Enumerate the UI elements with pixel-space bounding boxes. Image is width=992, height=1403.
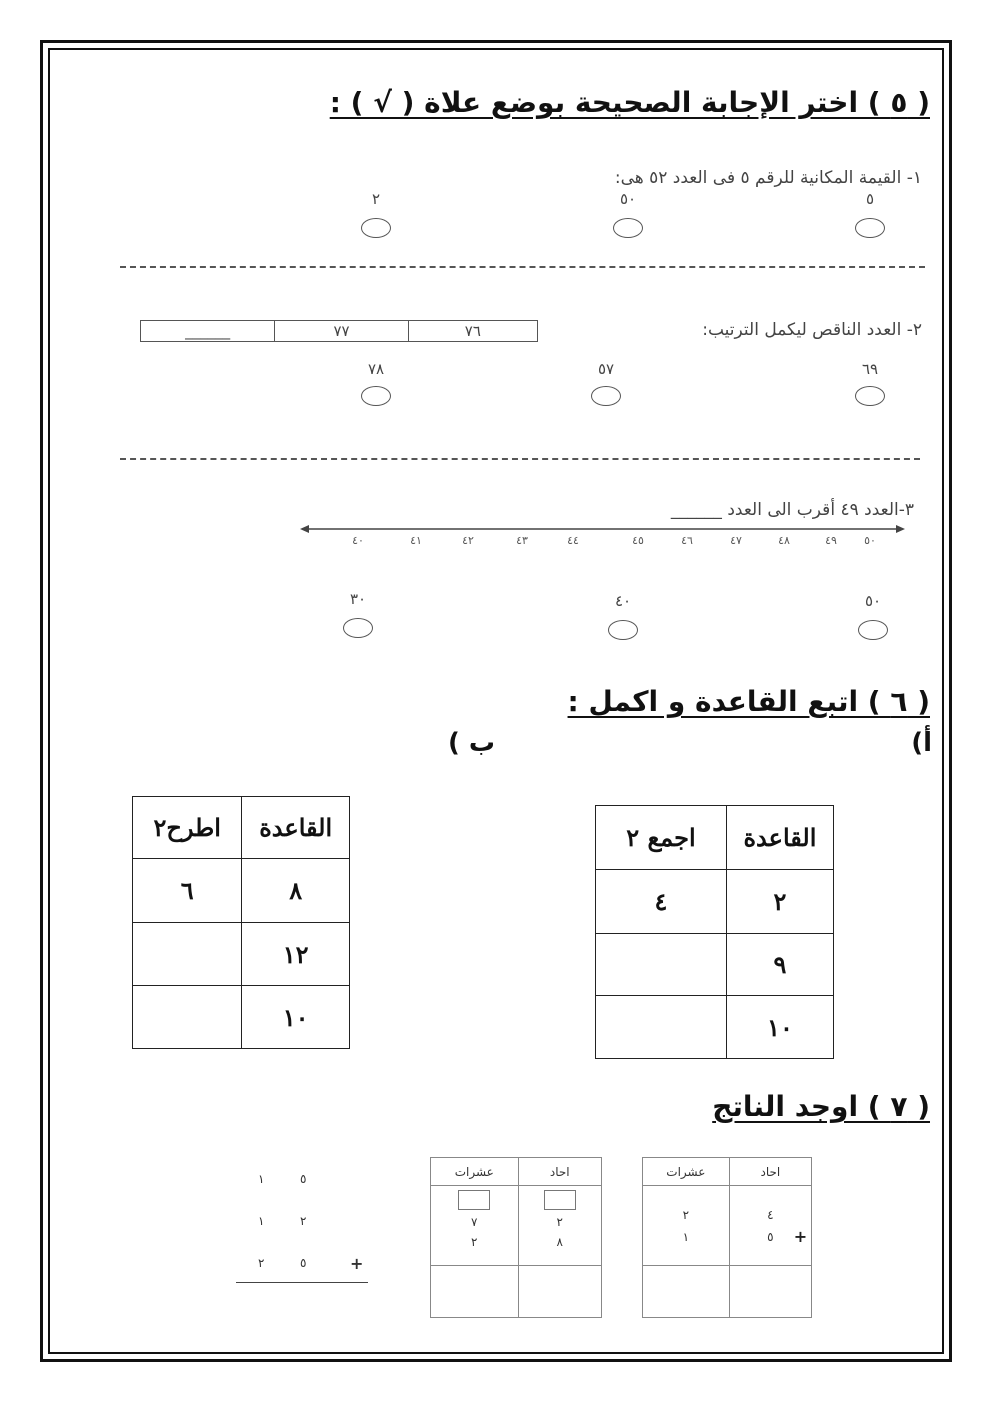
number-line [300, 522, 905, 562]
rule-input: ٨ [242, 859, 350, 923]
rule-header: القاعدة [726, 806, 833, 870]
tens-header: عشرات [431, 1158, 519, 1186]
q5-item3-option1-label: ٥٠ [864, 592, 882, 610]
separator-1 [120, 266, 925, 268]
number-line-tick: ٤٣ [516, 534, 528, 547]
rule-output: ٦ [133, 859, 242, 923]
carry-box[interactable] [544, 1190, 576, 1210]
q5-item2-option2-circle[interactable] [591, 386, 621, 406]
separator-2 [120, 458, 920, 460]
rule-input: ٢ [726, 870, 833, 934]
q5-item2-option2-label: ٥٧ [597, 360, 615, 378]
q5-heading: ( ٥ ) اختر الإجابة الصحيحة بوضع علاة ( √ ) : [329, 86, 930, 119]
number-line-tick: ٤٧ [730, 534, 742, 547]
sequence-cell: ٧٦ [408, 321, 537, 341]
tens-answer[interactable] [431, 1266, 519, 1318]
place-value-table-2 [430, 1157, 602, 1318]
q5-item1-option3-label: ٢ [371, 190, 381, 208]
plus-sign: + [350, 1254, 364, 1273]
rule-input: ١٠ [726, 996, 833, 1059]
ones-digit: ٥ [767, 1229, 774, 1244]
q5-item1-option2-label: ٥٠ [619, 190, 637, 208]
sequence-blank: ______ [185, 322, 231, 340]
rule-input: ٩ [726, 934, 833, 996]
number-line-tick: ٤٨ [778, 534, 790, 547]
rule-input: ١٢ [242, 923, 350, 986]
q5-item3-option3-label: ٣٠ [349, 590, 367, 608]
q5-item3-option2-circle[interactable] [608, 620, 638, 640]
q5-item3-option3-circle[interactable] [343, 618, 373, 638]
digit: ٥ [300, 1256, 307, 1270]
rule-output-blank[interactable] [133, 986, 242, 1049]
sum-line [236, 1282, 368, 1283]
ones-digit: ٨ [556, 1235, 563, 1249]
number-line-tick: ٤٢ [462, 534, 474, 547]
rule-header-value: اطرح٢ [133, 797, 242, 859]
ones-column [518, 1186, 601, 1266]
rule-output-blank[interactable] [596, 996, 727, 1059]
digit: ١ [258, 1172, 265, 1186]
q5-item1-option3-circle[interactable] [361, 218, 391, 238]
q5-item2-option3-circle[interactable] [361, 386, 391, 406]
ones-header: احاد [729, 1158, 811, 1186]
digit: ١ [258, 1214, 265, 1228]
place-value-table-1 [642, 1157, 812, 1318]
number-line-arrow [300, 522, 905, 536]
digit: ٢ [300, 1214, 307, 1228]
number-line-tick: ٤١ [410, 534, 422, 547]
rule-input: ١٠ [242, 986, 350, 1049]
ones-digit: ٤ [767, 1207, 774, 1222]
ones-header: احاد [518, 1158, 601, 1186]
rule-output-blank[interactable] [133, 923, 242, 986]
ones-column [729, 1186, 811, 1266]
q6-heading: ( ٦ ) اتبع القاعدة و اكمل : [567, 685, 930, 718]
q5-item1-text: ١- القيمة المكانية للرقم ٥ فى العدد ٥٢ هى: [614, 168, 922, 188]
q5-item1-option2-circle[interactable] [613, 218, 643, 238]
q7-heading: ( ٧ ) اوجد الناتج [712, 1090, 930, 1123]
number-line-tick: ٤٦ [681, 534, 693, 547]
rule-header: القاعدة [242, 797, 350, 859]
tens-digit: ١ [682, 1229, 690, 1244]
number-line-tick: ٤٤ [567, 534, 579, 547]
q5-item3-option1-circle[interactable] [858, 620, 888, 640]
plus-sign: + [793, 1227, 808, 1246]
q6-part-a-label: أ) [911, 728, 932, 758]
q5-item3-option2-label: ٤٠ [614, 592, 632, 610]
tens-header: عشرات [643, 1158, 730, 1186]
ones-answer[interactable] [729, 1266, 811, 1318]
tens-column [643, 1186, 730, 1266]
tens-column [431, 1186, 519, 1266]
digit: ٢ [258, 1256, 265, 1270]
rule-output-blank[interactable] [596, 934, 727, 996]
number-line-tick: ٤٥ [632, 534, 644, 547]
q5-item2-option1-circle[interactable] [855, 386, 885, 406]
q5-item3-text: ٣-العدد ٤٩ أقرب الى العدد ______ [670, 500, 914, 520]
q5-item2-option3-label: ٧٨ [367, 360, 385, 378]
q5-item1-option1-label: ٥ [865, 190, 875, 208]
tens-digit: ٧ [471, 1215, 478, 1229]
q5-item1-option1-circle[interactable] [855, 218, 885, 238]
q6-part-b-label: ب ) [448, 728, 496, 758]
q5-item2-sequence [140, 320, 538, 342]
rule-output: ٤ [596, 870, 727, 934]
digit: ٥ [300, 1172, 307, 1186]
tens-digit: ٢ [682, 1207, 690, 1222]
ones-digit: ٢ [556, 1215, 563, 1229]
tens-answer[interactable] [643, 1266, 730, 1318]
ones-answer[interactable] [518, 1266, 601, 1318]
rule-header-value: اجمع ٢ [596, 806, 727, 870]
rule-table-subtract [132, 796, 350, 1049]
carry-box[interactable] [458, 1190, 490, 1210]
number-line-tick: ٤٩ [825, 534, 837, 547]
sequence-cell: ٧٧ [274, 321, 407, 341]
tens-digit: ٢ [471, 1235, 478, 1249]
number-line-tick: ٤٠ [352, 534, 364, 547]
q5-item2-option1-label: ٦٩ [861, 360, 879, 378]
q5-item2-text: ٢- العدد الناقص ليكمل الترتيب: [702, 320, 922, 340]
number-line-tick: ٥٠ [864, 534, 876, 547]
rule-table-add [595, 805, 834, 1059]
